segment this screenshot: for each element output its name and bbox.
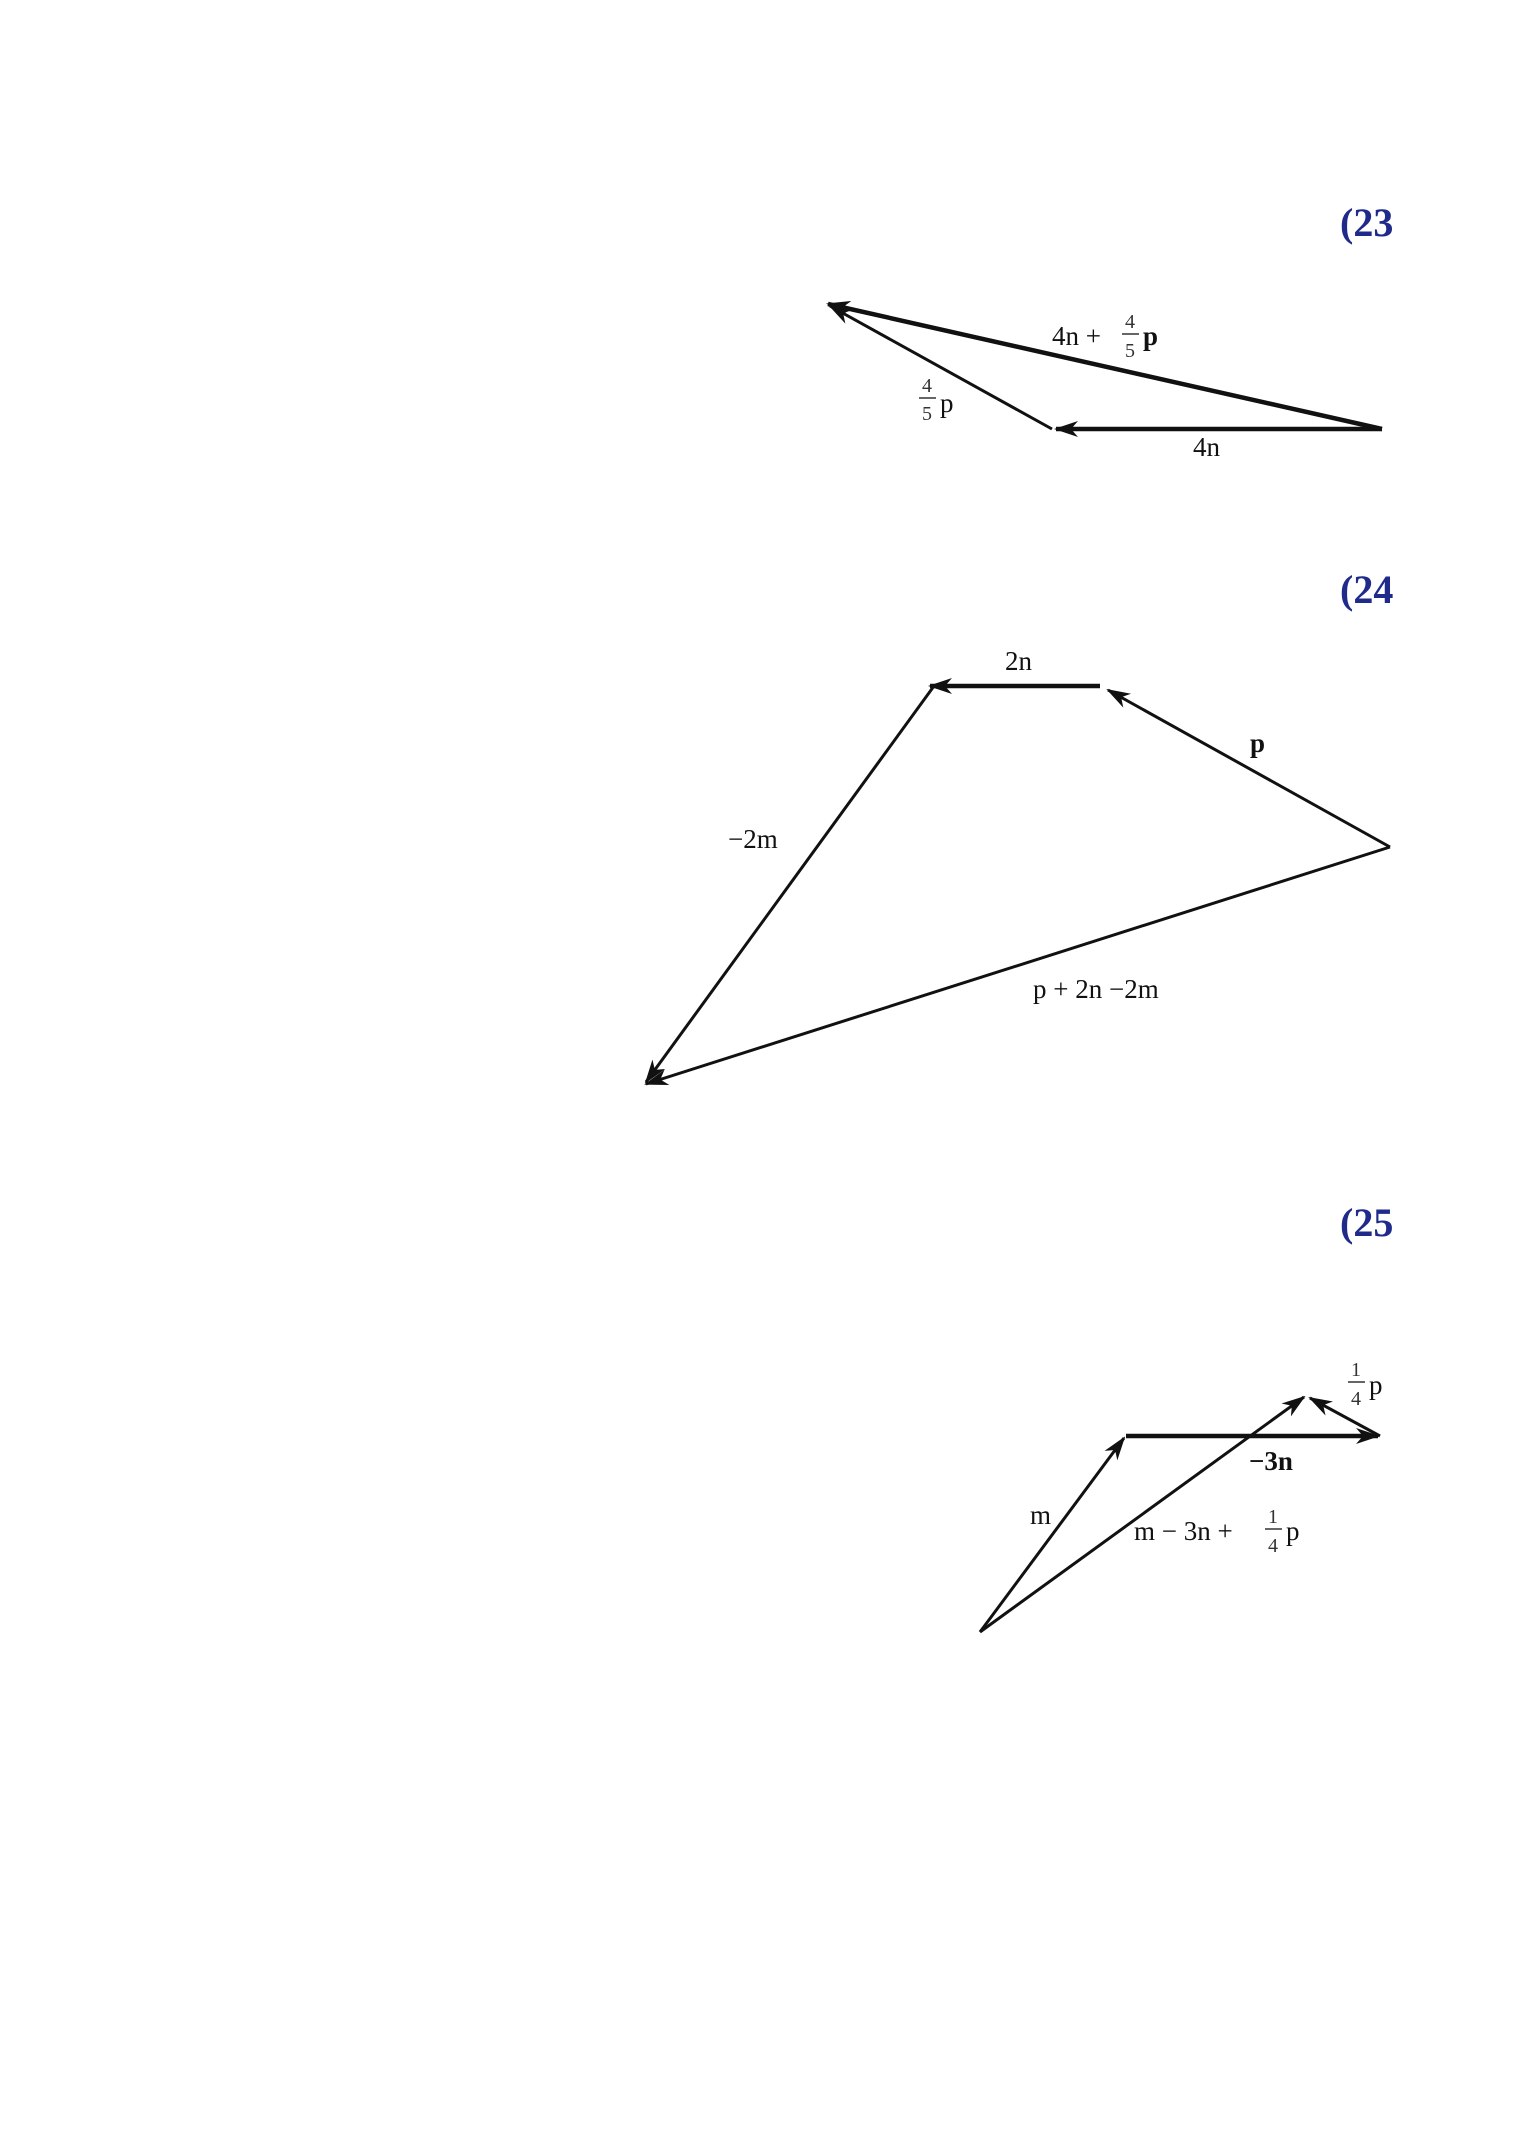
fraction-numerator: 4 xyxy=(922,375,932,397)
label-2n: 2n xyxy=(1005,646,1032,676)
problem-number: (25 xyxy=(1340,1200,1394,1245)
vector-symbol-p: p xyxy=(1286,1516,1300,1546)
label-minus-3n: −3n xyxy=(1249,1446,1293,1476)
vector-sum-arrow xyxy=(980,1397,1304,1632)
label-sum-25 xyxy=(1134,1506,1300,1557)
label-sum-24: p + 2n −2m xyxy=(1033,974,1159,1004)
fraction-numerator: 1 xyxy=(1351,1359,1361,1381)
fraction-denominator: 4 xyxy=(1268,1535,1278,1557)
label-minus-2m: −2m xyxy=(728,824,778,854)
problem-23 xyxy=(828,200,1393,462)
vector-sum-arrow xyxy=(646,847,1390,1084)
label-p: p xyxy=(1250,728,1266,758)
vector-diagram-24 xyxy=(646,646,1390,1084)
vector-symbol-p: p xyxy=(1143,321,1159,351)
problem-25 xyxy=(980,1200,1393,1632)
vector-diagram-23 xyxy=(828,304,1382,462)
problem-number: (24 xyxy=(1340,567,1394,612)
vector-symbol-p: p xyxy=(1369,1370,1383,1400)
vector-m-arrow xyxy=(980,1438,1124,1632)
vector-symbol-p: p xyxy=(940,388,954,418)
vector-diagram-25 xyxy=(980,1359,1383,1632)
vector-sum-arrow xyxy=(828,304,1382,429)
fraction-denominator: 4 xyxy=(1351,1388,1361,1410)
vector-minus-2m-arrow xyxy=(646,686,934,1082)
vector-p-arrow xyxy=(1108,690,1390,847)
fraction-denominator: 5 xyxy=(1125,340,1135,362)
vector-quarter-p-arrow xyxy=(1310,1398,1380,1436)
label-four-fifths-p xyxy=(919,375,954,425)
fraction-numerator: 4 xyxy=(1125,311,1135,333)
sum-prefix: 4n + xyxy=(1052,321,1101,351)
label-4n: 4n xyxy=(1193,432,1220,462)
label-quarter-p xyxy=(1348,1359,1383,1410)
problem-number: (23 xyxy=(1340,200,1394,245)
problem-24 xyxy=(646,567,1393,1084)
label-m: m xyxy=(1030,1500,1052,1530)
fraction-numerator: 1 xyxy=(1268,1506,1278,1528)
sum-prefix: m − 3n + xyxy=(1134,1516,1233,1546)
fraction-denominator: 5 xyxy=(922,403,932,425)
label-sum-23 xyxy=(1052,311,1158,362)
